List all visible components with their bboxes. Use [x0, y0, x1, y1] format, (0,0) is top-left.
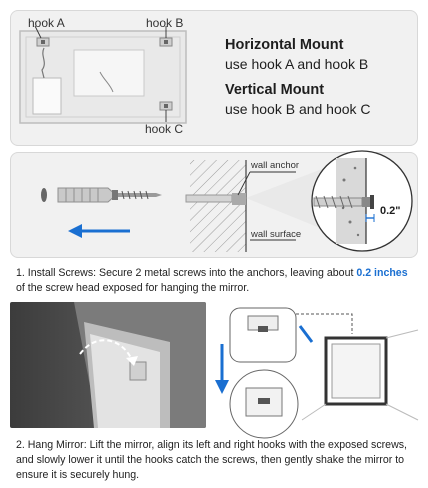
hook-a-label: hook A — [28, 16, 65, 30]
lower-direction-arrow-icon — [215, 344, 229, 394]
zoom-detail-icon — [312, 151, 412, 251]
step-1-highlight: 0.2 inches — [356, 267, 408, 279]
hook-b-icon — [160, 38, 172, 46]
step-1-prefix: 1. Install Screws: Secure 2 metal screws into the anchors, leaving about — [16, 267, 357, 279]
hook-a-icon — [37, 38, 49, 46]
hook-lowered-detail-icon — [230, 370, 298, 438]
screw-anchor-illustration — [0, 150, 428, 260]
mounted-mirror-icon — [300, 326, 418, 420]
gap-measurement-label: 0.2" — [380, 205, 401, 217]
screw-icon — [112, 190, 162, 200]
step-1-text — [16, 266, 416, 296]
step-1-suffix: of the screw head exposed for hanging the mirror. — [16, 282, 250, 294]
hook-c-label: hook C — [145, 122, 184, 136]
hook-alignment-diagram — [0, 300, 428, 440]
horizontal-mount-title: Horizontal Mount — [225, 37, 344, 53]
vertical-mount-title: Vertical Mount — [225, 82, 325, 98]
wall-anchor-label: wall anchor — [251, 160, 300, 171]
hook-b-label: hook B — [146, 16, 184, 30]
step-2-text: 2. Hang Mirror: Lift the mirror, align its left and right hooks with the exposed screws, and slowly lower it until the hooks catch the screws, then gently shake the mirror to ensure it is securely hung. — [16, 439, 407, 481]
insert-direction-arrow-icon — [68, 224, 130, 238]
screw-cap-icon — [41, 188, 47, 202]
wall-surface-label: wall surface — [251, 229, 302, 240]
horizontal-mount-text: use hook A and hook B — [225, 56, 369, 72]
wall-anchor-icon — [58, 188, 116, 202]
hook-c-icon — [160, 102, 172, 110]
hook-engaged-detail-icon — [230, 308, 296, 362]
vertical-mount-text: use hook B and hook C — [225, 101, 371, 117]
